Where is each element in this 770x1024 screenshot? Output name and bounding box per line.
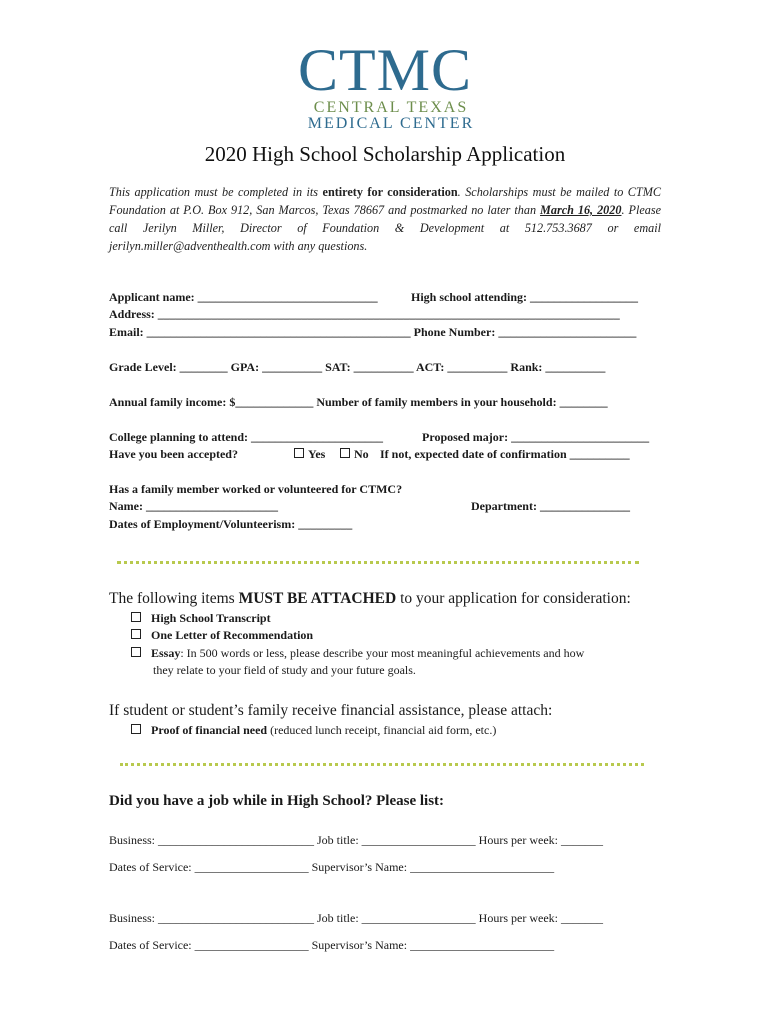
attach-item-label: One Letter of Recommendation [151, 628, 314, 642]
college-field[interactable]: College planning to attend: ______________________ [109, 430, 384, 444]
job1-business-field[interactable]: Business: __________________________ Job title: ___________________ Hours per week: _______ [109, 833, 603, 847]
financial-item [131, 723, 496, 738]
logo-line-central-texas: CENTRAL TEXAS [313, 99, 469, 116]
essay-continuation: they relate to your field of study and your future goals. [153, 663, 416, 677]
dotted-divider [117, 561, 639, 564]
financial-item-label: Proof of financial need [151, 723, 268, 737]
attach-heading-post: to your application for consideration: [396, 590, 631, 607]
accepted-question: Have you been accepted? [109, 447, 238, 461]
employment-dates-field[interactable]: Dates of Employment/Volunteerism: _________ [109, 517, 353, 531]
intro-bold: entirety for consideration [322, 185, 458, 199]
job2-dates-field[interactable]: Dates of Service: ___________________ Supervisor’s Name: ________________________ [109, 938, 555, 952]
attach-heading-bold: MUST BE ATTACHED [238, 590, 397, 607]
logo-line-medical-center: MEDICAL CENTER [307, 115, 475, 132]
intro-paragraph [109, 183, 661, 255]
attach-item-essay [131, 646, 584, 661]
checkbox-icon[interactable] [131, 629, 141, 639]
job1-dates-field[interactable]: Dates of Service: ___________________ Supervisor’s Name: ________________________ [109, 860, 555, 874]
income-household-field[interactable]: Annual family income: $_____________ Number of family members in your household: ________ [109, 395, 608, 409]
attach-item-detail: : In 500 words or less, please describe your most meaningful achievements and how [180, 646, 585, 660]
page-title: 2020 High School Scholarship Application [204, 142, 566, 166]
grade-scores-field[interactable]: Grade Level: ________ GPA: __________ SAT: __________ ACT: __________ Rank: __________ [109, 360, 606, 374]
intro-part2: . Scholarships must be mailed to CTMC Foundation at P.O. Box 912, San Marcos, Texas 78667 and postmarked no later than [109, 185, 661, 217]
applicant-name-field[interactable]: Applicant name: ______________________________ [109, 290, 378, 304]
family-name-field[interactable]: Name: ______________________ [109, 499, 278, 513]
deadline-date: March 16, 2020 [540, 203, 622, 217]
no-checkbox[interactable] [340, 448, 350, 458]
attach-item-label: Essay [151, 646, 181, 660]
financial-heading: If student or student’s family receive financial assistance, please attach: [109, 702, 553, 719]
dotted-divider [120, 763, 644, 766]
no-label: No [354, 447, 369, 461]
checkbox-icon[interactable] [131, 647, 141, 657]
attach-heading [109, 590, 631, 608]
intro-part3: . Please call Jerilyn Miller, Director of Foundation & Development at 512.753.3687 or email jerilyn.miller@adventhealth.com with any questions. [109, 203, 661, 253]
no-option[interactable] [340, 447, 369, 462]
financial-item-detail: (reduced lunch receipt, financial aid form, etc.) [267, 723, 497, 737]
ctmc-logo: CTMC [297, 37, 473, 103]
high-school-field[interactable]: High school attending: __________________ [411, 290, 639, 304]
attach-item-label: High School Transcript [151, 611, 271, 625]
attach-item-transcript [131, 611, 271, 626]
yes-option[interactable] [294, 447, 325, 462]
attach-item-recommendation [131, 628, 313, 643]
family-question: Has a family member worked or volunteered for CTMC? [109, 482, 403, 496]
yes-label: Yes [308, 447, 326, 461]
intro-part1: This application must be completed in its [109, 185, 323, 199]
job2-business-field[interactable]: Business: __________________________ Job title: ___________________ Hours per week: _______ [109, 911, 603, 925]
address-field[interactable]: Address: _____________________________________________________________________________ [109, 307, 620, 321]
confirmation-date-field[interactable]: If not, expected date of confirmation __________ [380, 447, 630, 461]
attach-heading-pre: The following items [109, 590, 239, 607]
yes-checkbox[interactable] [294, 448, 304, 458]
checkbox-icon[interactable] [131, 612, 141, 622]
jobs-heading: Did you have a job while in High School? Please list: [109, 793, 445, 809]
major-field[interactable]: Proposed major: _______________________ [422, 430, 650, 444]
checkbox-icon[interactable] [131, 724, 141, 734]
email-phone-field[interactable]: Email: ____________________________________________ Phone Number: _______________________ [109, 325, 637, 339]
department-field[interactable]: Department: _______________ [471, 499, 630, 513]
